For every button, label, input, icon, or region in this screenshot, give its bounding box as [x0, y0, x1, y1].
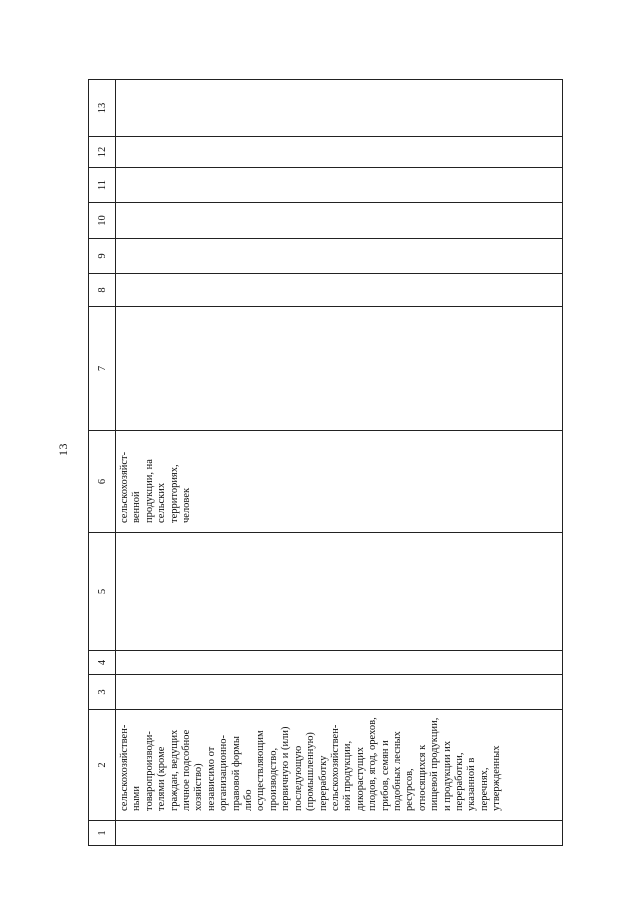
- document-table: [88, 79, 563, 846]
- cell-col-3: [116, 675, 563, 710]
- cell-col-12: [116, 137, 563, 168]
- header-row: [89, 80, 116, 846]
- cell-col-2: [116, 710, 563, 821]
- cell-col-6-text: сельскохозяйст- венной продукции, на сельских территориях, человек: [119, 451, 193, 523]
- cell-col-1: [116, 821, 563, 846]
- header-col-5: 5: [89, 533, 116, 651]
- header-col-3: 3: [89, 675, 116, 710]
- header-col-8: 8: [89, 274, 116, 307]
- header-col-10: 10: [89, 203, 116, 239]
- cell-col-2-text: сельскохозяйствен- ными товаропроизводи- телями (кроме граждан, ведущих личное подсобное хозяйство) независимо от организационно- правовой формы либо осуществляющим производство, первичную и (или) последующую (промышленную) переработку сельскохозяйствен- ной продукции, дикорастущих плодов, ягод, орехов, грибов, семян и подобных лесных ресурсов, относящихся к пищевой продукции, и продукции их переработки, указанной в перечнях, утвержденных: [119, 717, 503, 811]
- page-number: 13: [56, 443, 70, 456]
- cell-col-8: [116, 274, 563, 307]
- cell-col-9: [116, 239, 563, 274]
- table-header: [89, 80, 116, 846]
- rotated-table-page: [88, 80, 563, 846]
- cell-col-11: [116, 168, 563, 203]
- table-row: [116, 80, 563, 846]
- cell-col-10: [116, 203, 563, 239]
- header-col-1: 1: [89, 821, 116, 846]
- cell-col-5: [116, 533, 563, 651]
- header-col-12: 12: [89, 137, 116, 168]
- header-col-4: 4: [89, 651, 116, 675]
- cell-col-7: [116, 307, 563, 431]
- header-col-11: 11: [89, 168, 116, 203]
- header-col-2: 2: [89, 710, 116, 821]
- cell-col-13: [116, 80, 563, 137]
- header-col-6: 6: [89, 431, 116, 533]
- cell-col-6: [116, 431, 563, 533]
- header-col-13: 13: [89, 80, 116, 137]
- header-col-7: 7: [89, 307, 116, 431]
- cell-col-4: [116, 651, 563, 675]
- header-col-9: 9: [89, 239, 116, 274]
